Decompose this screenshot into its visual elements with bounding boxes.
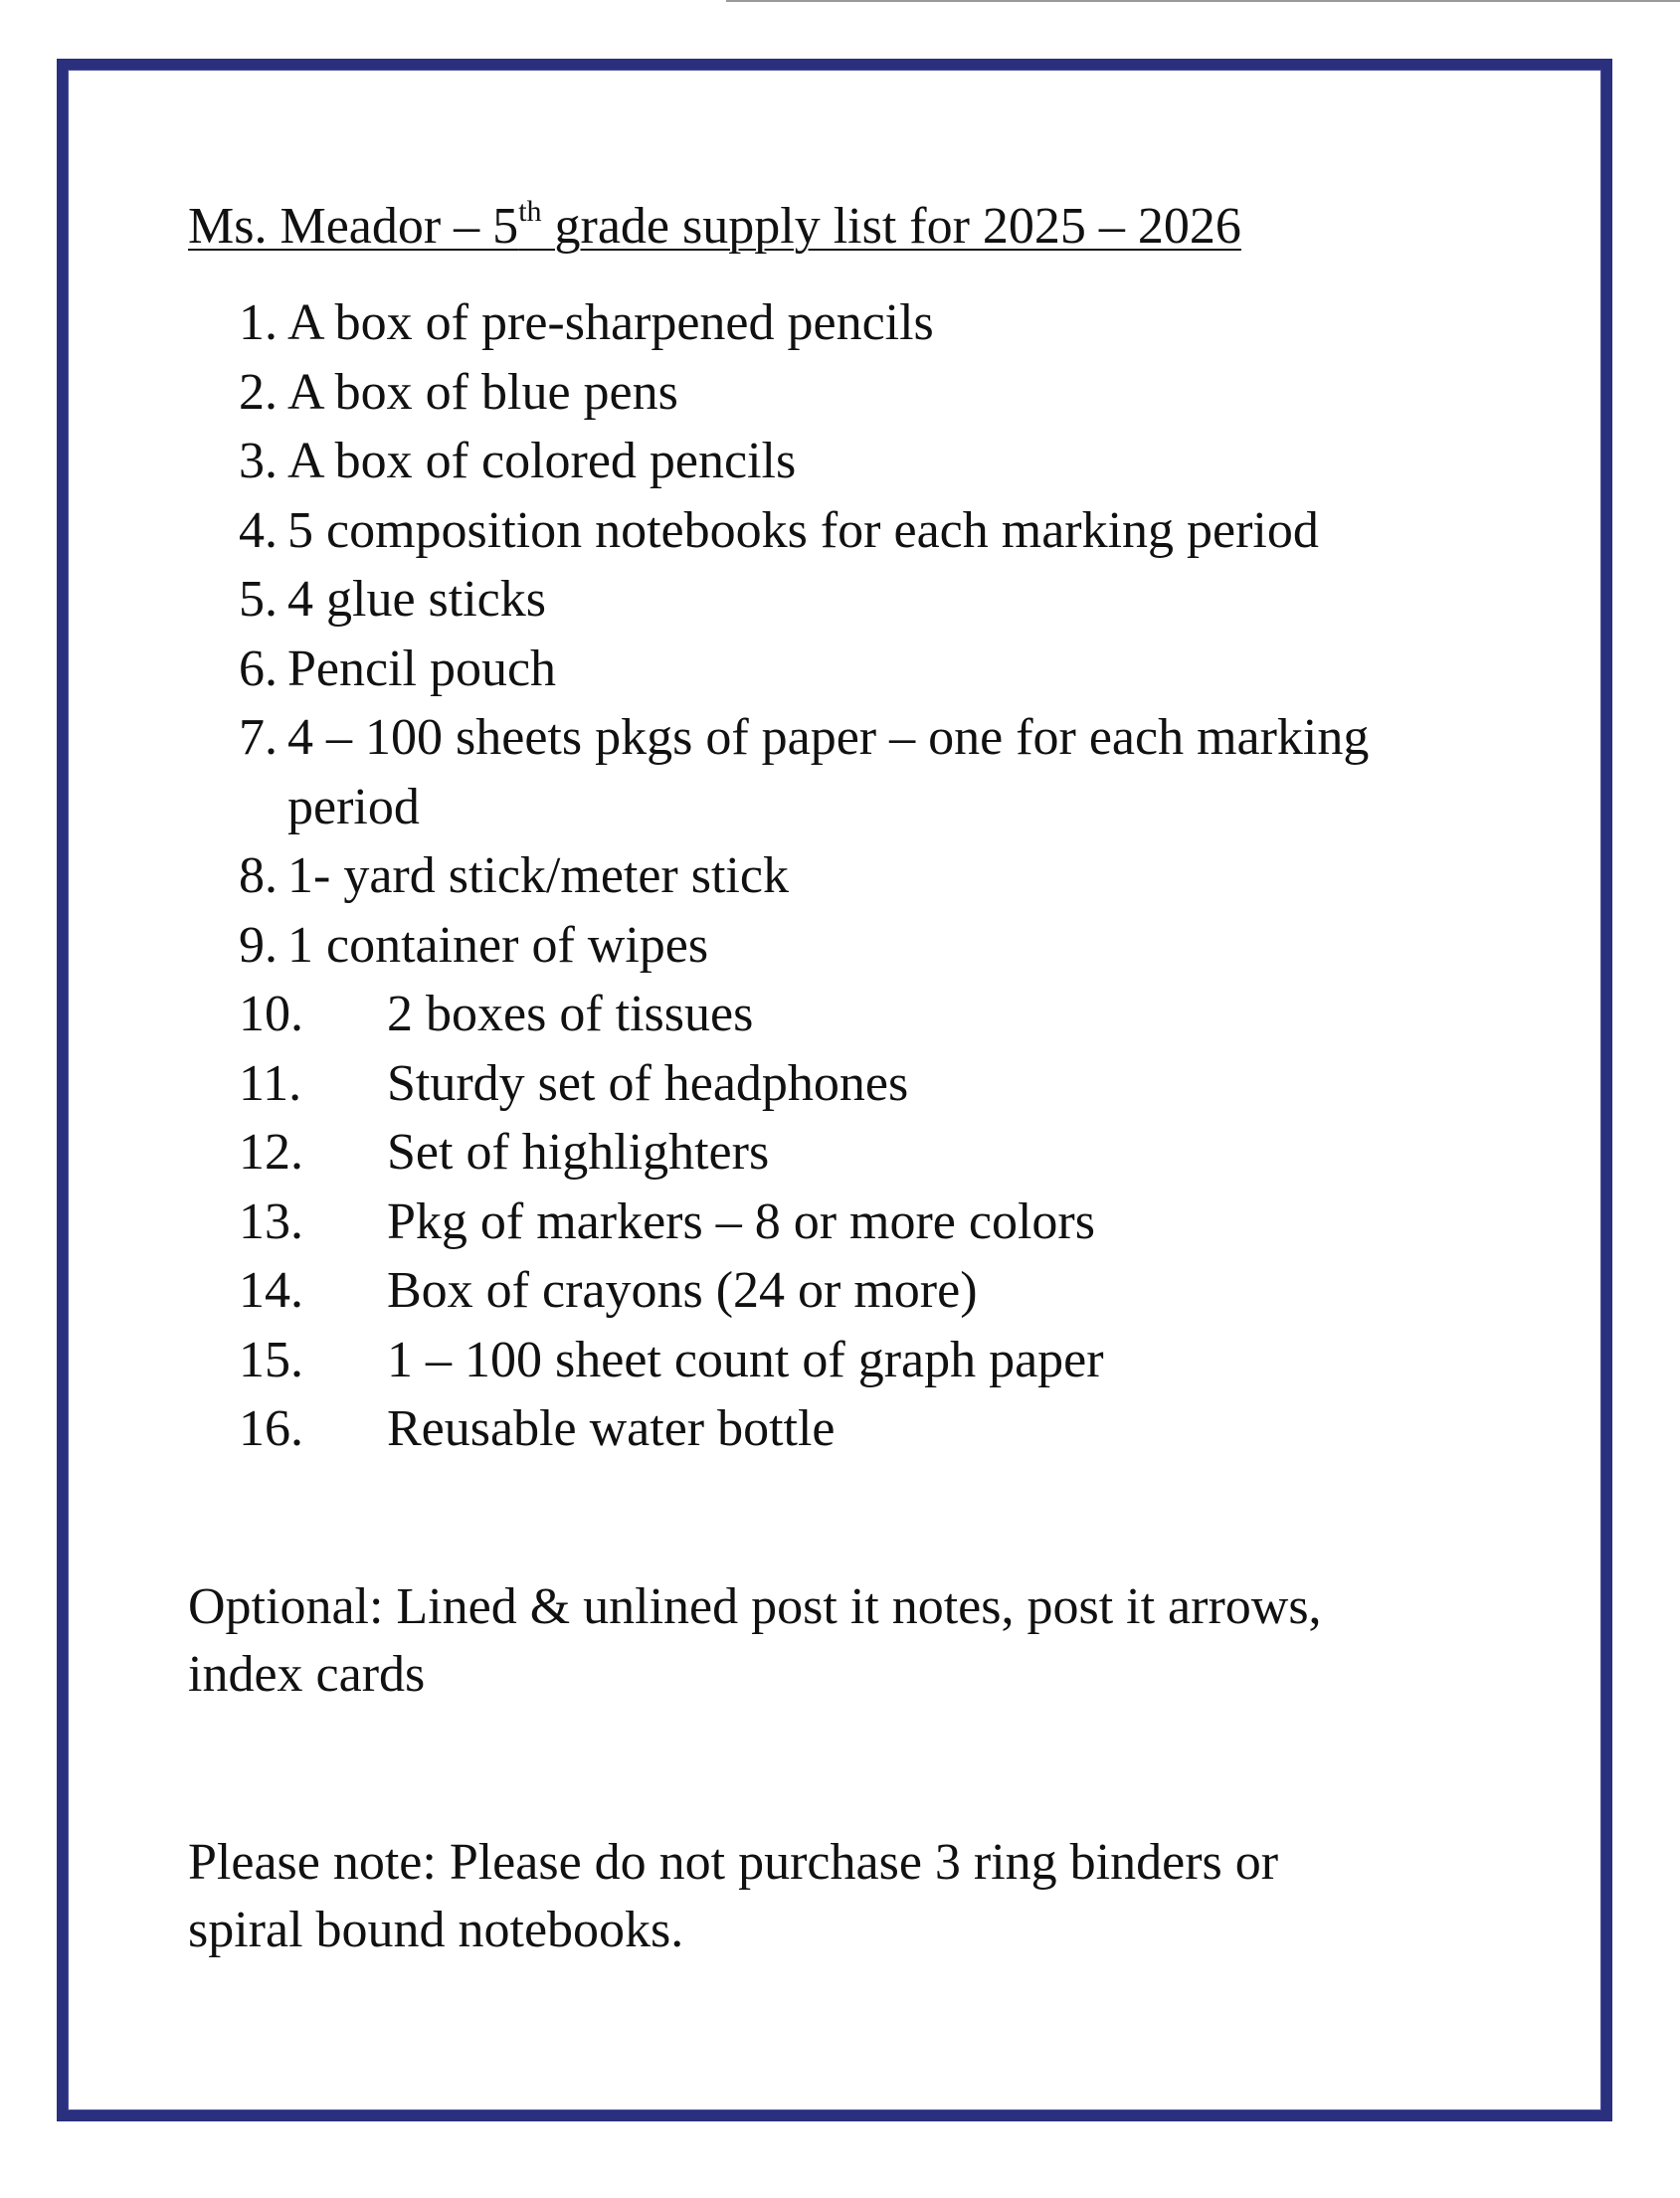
item-text: A box of pre-sharpened pencils: [287, 294, 934, 351]
item-text: Sturdy set of headphones: [387, 1054, 909, 1112]
note-line: Please note: Please do not purchase 3 ring binders or: [188, 1834, 1279, 1891]
list-item: [188, 1049, 1369, 1119]
optional-paragraph: [188, 1573, 1322, 1709]
title-suffix: grade supply list for 2025 – 2026: [541, 198, 1241, 255]
list-item: [188, 496, 1369, 566]
note-line: spiral bound notebooks.: [188, 1902, 684, 1958]
item-number: 13.: [239, 1192, 303, 1250]
list-item: [188, 635, 1369, 704]
item-number: 11.: [239, 1054, 302, 1112]
item-number: 4.: [239, 501, 278, 559]
optional-line: Optional: Lined & unlined post it notes, post it arrows,: [188, 1578, 1322, 1635]
item-text-continuation: period: [287, 778, 420, 835]
list-item: [188, 1118, 1369, 1188]
list-item: [188, 1188, 1369, 1257]
item-number: 15.: [239, 1331, 303, 1388]
list-item: [188, 358, 1369, 428]
item-number: 10.: [239, 986, 303, 1042]
item-text: 1 – 100 sheet count of graph paper: [387, 1331, 1104, 1388]
item-text: A box of colored pencils: [287, 433, 797, 489]
optional-line: index cards: [188, 1646, 426, 1703]
item-text: 2 boxes of tissues: [387, 986, 754, 1042]
list-item: [188, 980, 1369, 1049]
list-item: [188, 565, 1369, 635]
item-text: 1- yard stick/meter stick: [287, 847, 789, 904]
title-superscript: th: [518, 194, 542, 228]
item-text: 4 glue sticks: [287, 571, 546, 628]
item-number: 2.: [239, 363, 278, 421]
item-number: 14.: [239, 1262, 303, 1319]
item-number: 1.: [239, 294, 278, 351]
item-text: Pkg of markers – 8 or more colors: [387, 1192, 1095, 1250]
item-text: 1 container of wipes: [287, 916, 709, 974]
list-item: [188, 1326, 1369, 1395]
list-item: [188, 1394, 1369, 1464]
item-text: Set of highlighters: [387, 1124, 770, 1181]
item-text: Reusable water bottle: [387, 1400, 836, 1457]
item-text: A box of blue pens: [287, 363, 678, 421]
item-number: 8.: [239, 847, 278, 904]
list-item: [188, 911, 1369, 981]
item-number: 5.: [239, 571, 278, 628]
top-edge-rule: [726, 0, 1680, 2]
item-number: 3.: [239, 433, 278, 489]
title-prefix: Ms. Meador – 5: [188, 198, 519, 255]
item-number: 12.: [239, 1124, 303, 1181]
item-text: Pencil pouch: [287, 640, 557, 697]
list-item: [188, 427, 1369, 496]
supply-list: [188, 288, 1369, 1464]
item-number: 16.: [239, 1400, 303, 1457]
item-number: 9.: [239, 916, 278, 974]
item-number: 6.: [239, 640, 278, 697]
item-number: 7.: [239, 709, 278, 766]
list-item: [188, 1256, 1369, 1326]
list-item: [188, 841, 1369, 911]
item-text: 4 – 100 sheets pkgs of paper – one for each marking: [287, 709, 1370, 766]
note-paragraph: [188, 1829, 1278, 1964]
item-text: 5 composition notebooks for each marking period: [287, 501, 1319, 559]
list-item: [188, 288, 1369, 358]
page-title: [188, 195, 1241, 259]
list-item: [188, 703, 1369, 841]
item-text: Box of crayons (24 or more): [387, 1262, 978, 1319]
